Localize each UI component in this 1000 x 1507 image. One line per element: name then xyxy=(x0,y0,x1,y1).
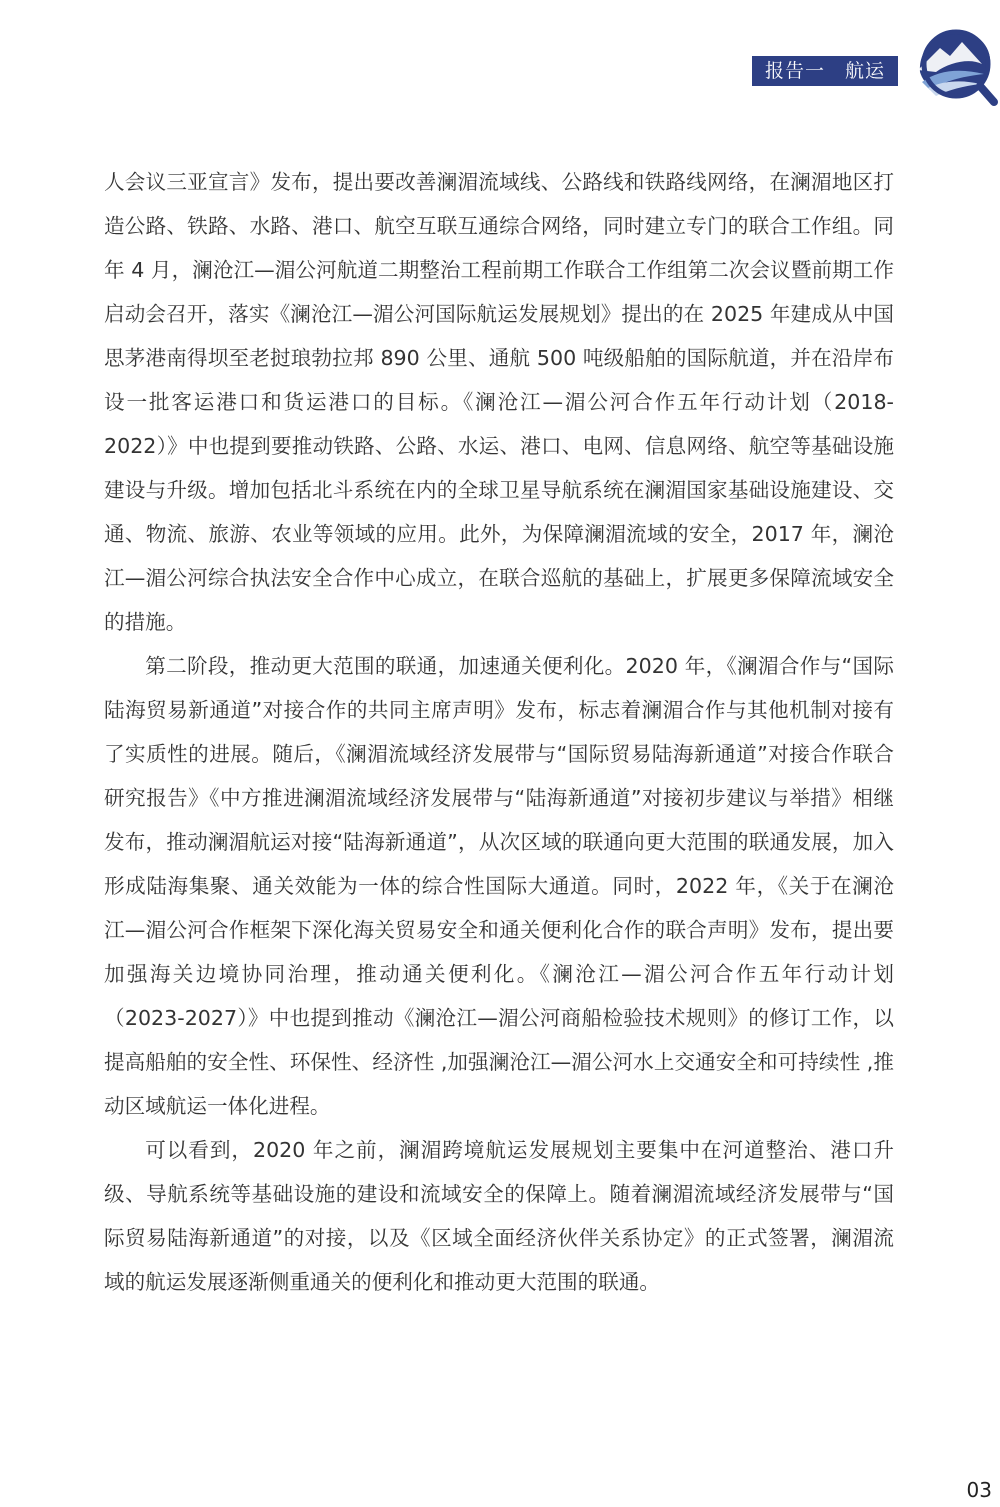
paragraph: 第二阶段，推动更大范围的联通，加速通关便利化。2020 年，《澜湄合作与“国际陆海贸易新通道”对接合作的共同主席声明》发布，标志着澜湄合作与其他机制对接有了实质性的进展。随后，《澜湄流域经济发展带与“国际贸易陆海新通道”对接合作联合研究报告》《中方推进澜湄流域经济发展带与“陆海新通道”对接初步建议与举措》相继发布，推动澜湄航运对接“陆海新通道”，从次区域的联通向更大范围的联通发展，加入形成陆海集聚、通关效能为一体的综合性国际大通道。同时，2022 年，《关于在澜沧江—湄公河合作框架下深化海关贸易安全和通关便利化合作的联合声明》发布，提出要加强海关边境协同治理，推动通关便利化。《澜沧江—湄公河合作五年行动计划（2023-2027）》中也提到推动《澜沧江—湄公河商船检验技术规则》的修订工作，以提高船舶的安全性、环保性、经济性 ,加强澜沧江—湄公河水上交通安全和可持续性 ,推动区域航运一体化进程。 xyxy=(104,654,894,1118)
paragraph: 人会议三亚宣言》发布，提出要改善澜湄流域线、公路线和铁路线网络，在澜湄地区打造公路、铁路、水路、港口、航空互联互通综合网络，同时建立专门的联合工作组。同年 4 月，澜沧江—湄公河航道二期整治工程前期工作联合工作组第二次会议暨前期工作启动会召开，落实《澜沧江—湄公河国际航运发展规划》提出的在 2025 年建成从中国思茅港南得坝至老挝琅勃拉邦 890 公里、通航 500 吨级船舶的国际航道，并在沿岸布设一批客运港口和货运港口的目标。《澜沧江—湄公河合作五年行动计划（2018-2022）》中也提到要推动铁路、公路、水运、港口、电网、信息网络、航空等基础设施建设与升级。增加包括北斗系统在内的全球卫星导航系统在澜湄国家基础设施建设、交通、物流、旅游、农业等领域的应用。此外，为保障澜湄流域的安全，2017 年，澜沧江—湄公河综合执法安全合作中心成立，在联合巡航的基础上，扩展更多保障流域安全的措施。 xyxy=(104,170,894,634)
paragraph: 可以看到，2020 年之前，澜湄跨境航运发展规划主要集中在河道整治、港口升级、导航系统等基础设施的建设和流域安全的保障上。随着澜湄流域经济发展带与“国际贸易陆海新通道”的对接，以及《区域全面经济伙伴关系协定》的正式签署，澜湄流域的航运发展逐渐侧重通关的便利化和推动更大范围的联通。 xyxy=(104,1138,894,1294)
section-label: 报告一 航运 xyxy=(752,56,898,86)
report-logo-icon xyxy=(910,22,1000,106)
page-number: 03 xyxy=(966,1478,992,1502)
body-text xyxy=(104,160,894,1304)
